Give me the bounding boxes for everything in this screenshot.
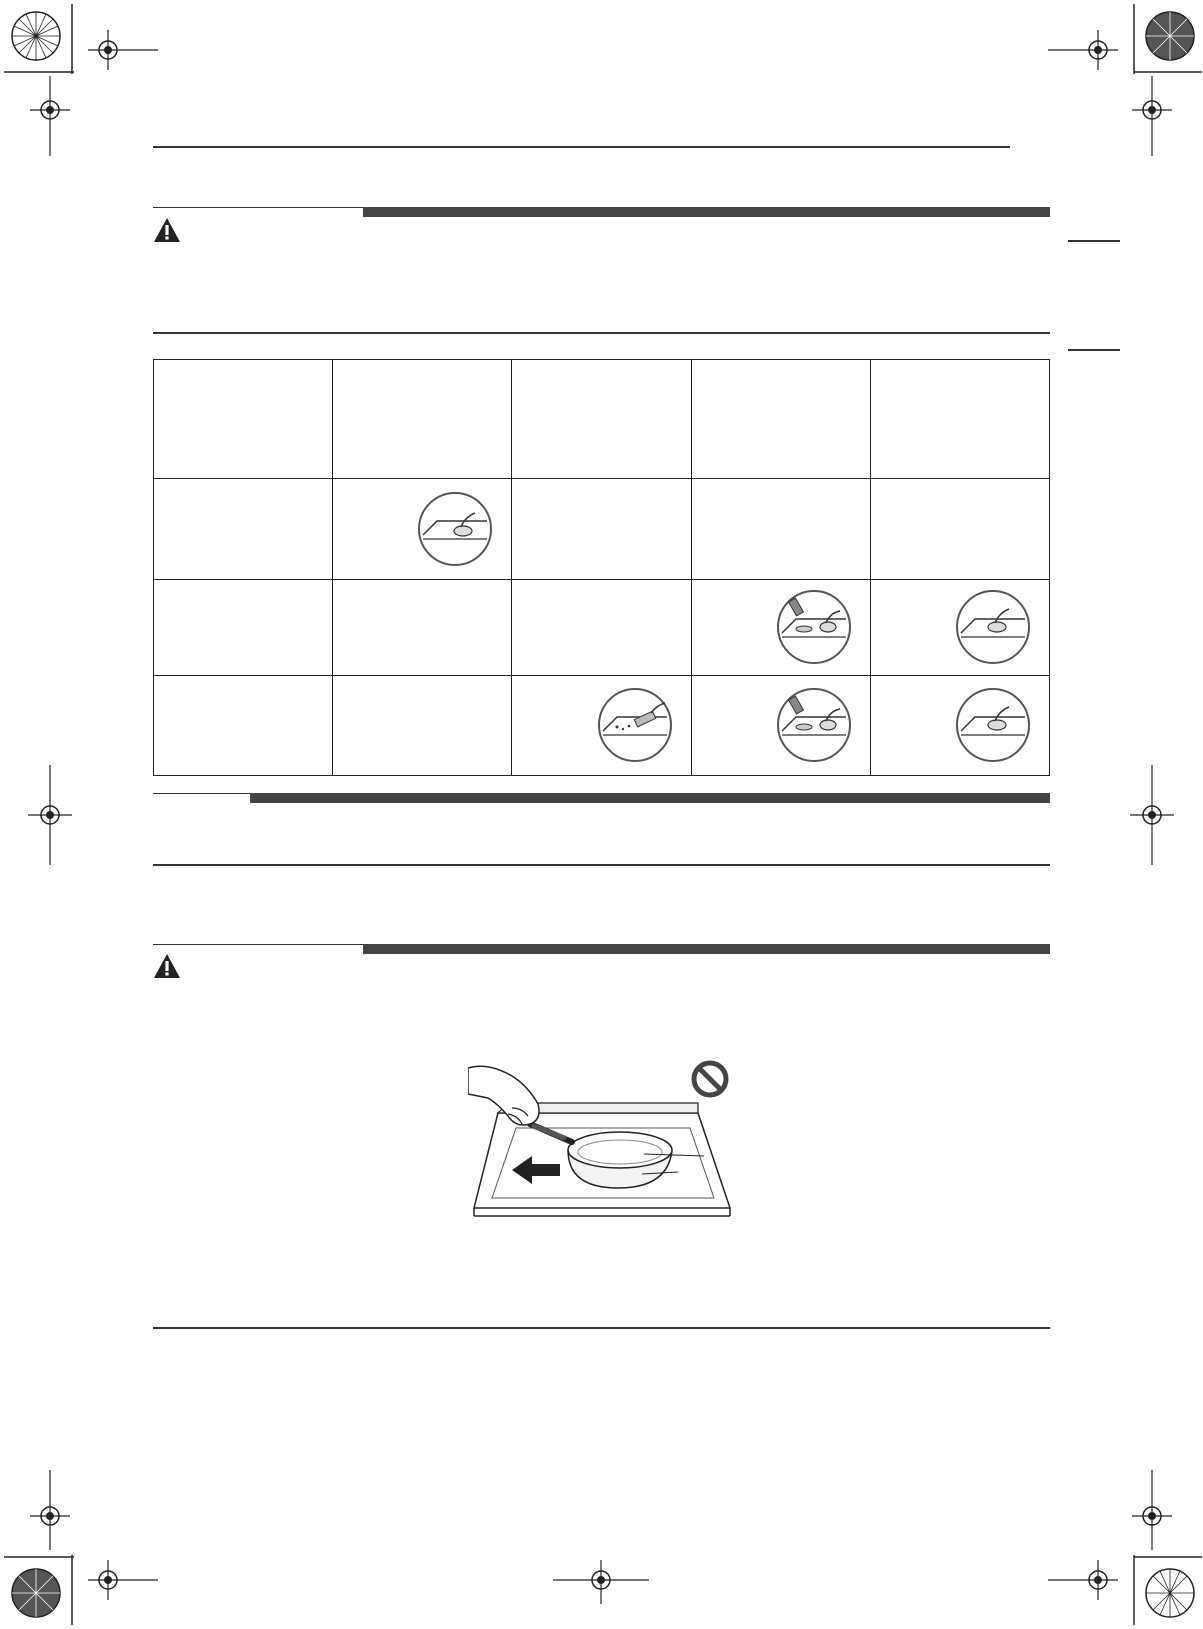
wipe-cloth-illustration [955,687,1031,763]
table-cell [333,479,512,579]
apply-cleaner-illustration [776,687,852,763]
registration-target-icon [1132,76,1172,156]
table-cell [512,479,691,579]
registration-mark-icon [1132,1555,1202,1625]
cleaning-method-table [153,359,1050,776]
section-bar [363,944,1050,954]
section-bar [363,207,1050,217]
wipe-cloth-illustration [955,589,1031,665]
registration-target-icon [88,1560,158,1600]
side-tab-mark [1068,349,1120,351]
registration-target-icon [30,76,70,156]
table-row [154,479,1050,579]
table-header-cell [512,360,691,479]
table-cell [333,675,512,775]
registration-target-icon [1048,30,1118,70]
registration-target-icon [28,765,72,865]
table-cell [154,675,333,775]
table-cell [512,675,691,775]
table-cell [870,675,1049,775]
table-cell [691,675,870,775]
table-row [154,675,1050,775]
table-header-cell [870,360,1049,479]
registration-target-icon [1048,1560,1118,1600]
registration-target-icon [1130,765,1174,865]
wipe-cloth-illustration [417,491,493,567]
table-cell [512,579,691,675]
apply-cleaner-illustration [776,589,852,665]
table-cell [870,479,1049,579]
section-rule [153,1327,1050,1329]
scraper-illustration [597,687,673,763]
table-cell [870,579,1049,675]
section-rule [153,207,363,208]
table-header-cell [154,360,333,479]
warning-triangle-icon [153,217,181,243]
table-cell [154,579,333,675]
section-rule [153,944,363,945]
section-bar [250,793,1050,803]
registration-mark-icon [4,1555,74,1625]
prohibited-icon [690,1059,730,1099]
table-cell [333,579,512,675]
registration-mark-icon [1132,4,1202,74]
table-header-row [154,360,1050,479]
table-row [154,579,1050,675]
registration-mark-icon [4,4,74,74]
registration-target-icon [553,1560,649,1604]
section-rule [153,793,250,794]
header-rule [153,146,1010,148]
registration-target-icon [88,30,158,70]
section-rule [153,332,1050,334]
warning-triangle-icon [153,953,181,979]
table-header-cell [691,360,870,479]
table-cell [154,479,333,579]
table-header-cell [333,360,512,479]
table-cell [691,479,870,579]
side-tab-mark [1068,240,1120,242]
registration-target-icon [30,1470,70,1550]
registration-target-icon [1132,1470,1172,1550]
section-rule [153,864,1050,866]
table-cell [691,579,870,675]
